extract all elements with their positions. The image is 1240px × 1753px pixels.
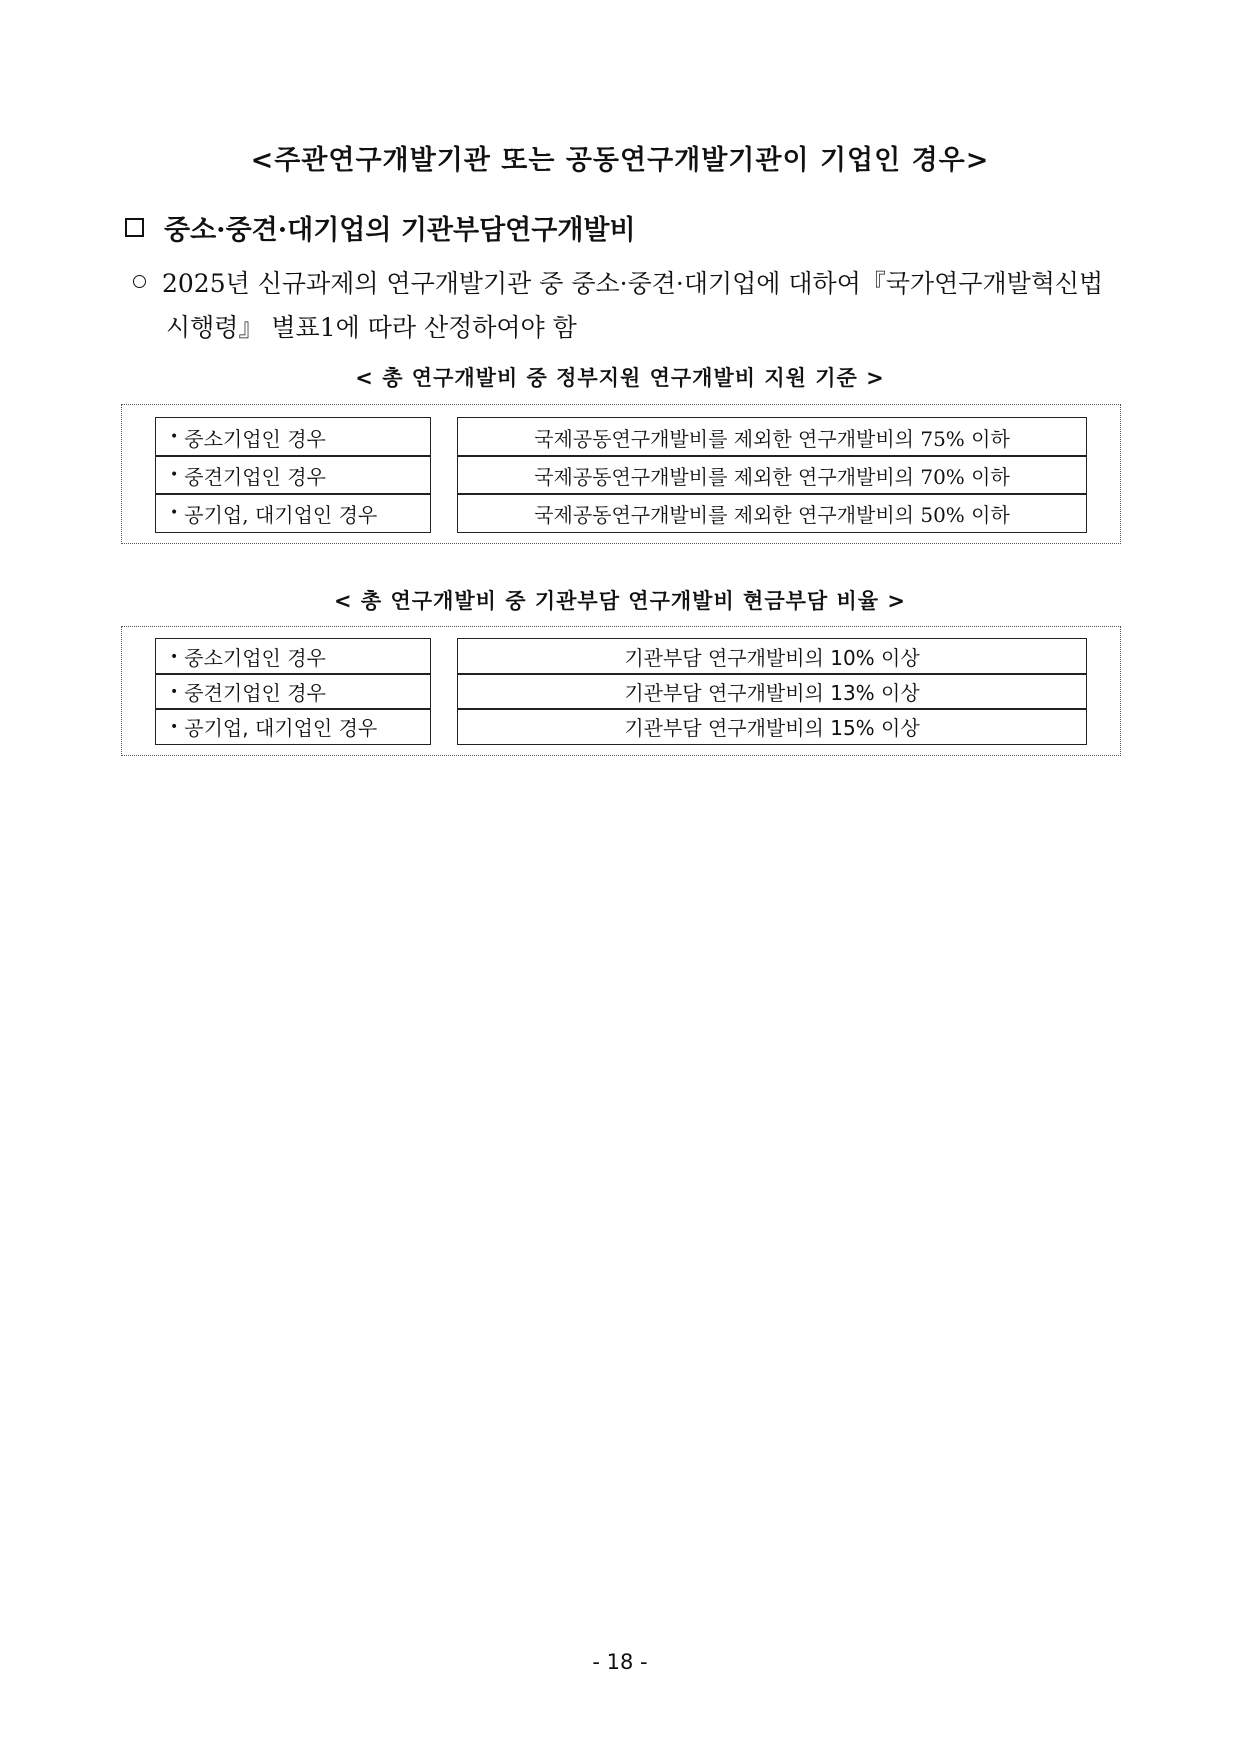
table2-row3-label-text: 공기업, 대기업인 경우 bbox=[184, 716, 378, 740]
table2-row1-value: 기관부담 연구개발비의 10% 이상 bbox=[457, 638, 1087, 675]
table1-box bbox=[121, 404, 1121, 544]
table1-caption: < 총 연구개발비 중 정부지원 연구개발비 지원 기준 > bbox=[355, 366, 885, 390]
paragraph-line-1 bbox=[133, 262, 1123, 306]
table2-box bbox=[121, 626, 1121, 756]
table2-row1-label bbox=[155, 638, 431, 675]
dot-bullet-icon: • bbox=[170, 718, 179, 735]
bullet-paragraph bbox=[133, 262, 1123, 350]
table1-row2-value: 국제공동연구개발비를 제외한 연구개발비의 70% 이하 bbox=[457, 455, 1087, 495]
table1-row3-label-text: 공기업, 대기업인 경우 bbox=[184, 502, 378, 527]
table2-caption: < 총 연구개발비 중 기관부담 연구개발비 현금부담 비율 > bbox=[334, 589, 906, 613]
section-heading bbox=[125, 208, 636, 247]
dot-bullet-icon: • bbox=[170, 683, 179, 700]
page-title: <주관연구개발기관 또는 공동연구개발기관이 기업인 경우> bbox=[250, 145, 990, 176]
table1-row3-label bbox=[155, 493, 431, 533]
table2-row1-label-text: 중소기업인 경우 bbox=[184, 646, 326, 670]
dot-bullet-icon: • bbox=[170, 467, 179, 483]
table1-row2-label-text: 중견기업인 경우 bbox=[184, 464, 326, 489]
section-heading-text: 중소·중견·대기업의 기관부담연구개발비 bbox=[164, 215, 636, 246]
table1-row1-label bbox=[155, 417, 431, 457]
table2-row2-label-text: 중견기업인 경우 bbox=[184, 681, 326, 705]
table2-row3-label bbox=[155, 708, 431, 745]
dot-bullet-icon: • bbox=[170, 429, 179, 445]
table2-row2-value: 기관부담 연구개발비의 13% 이상 bbox=[457, 673, 1087, 710]
page-number: - 18 - bbox=[592, 1650, 648, 1674]
table1-row1-label-text: 중소기업인 경우 bbox=[184, 426, 326, 451]
table1-row3-value: 국제공동연구개발비를 제외한 연구개발비의 50% 이하 bbox=[457, 493, 1087, 533]
table1-row2-label bbox=[155, 455, 431, 495]
paragraph-line-1-text: 2025년 신규과제의 연구개발기관 중 중소·중견·대기업에 대하여『국가연구개발혁신법 bbox=[162, 269, 1104, 298]
table2-row2-label bbox=[155, 673, 431, 710]
paragraph-line-2: 시행령』 별표1에 따라 산정하여야 함 bbox=[166, 313, 577, 342]
table2-row3-value: 기관부담 연구개발비의 15% 이상 bbox=[457, 708, 1087, 745]
circle-bullet-icon bbox=[133, 275, 146, 288]
dot-bullet-icon: • bbox=[170, 648, 179, 665]
square-bullet-icon bbox=[125, 218, 144, 237]
dot-bullet-icon: • bbox=[170, 505, 179, 521]
table1-row1-value: 국제공동연구개발비를 제외한 연구개발비의 75% 이하 bbox=[457, 417, 1087, 457]
